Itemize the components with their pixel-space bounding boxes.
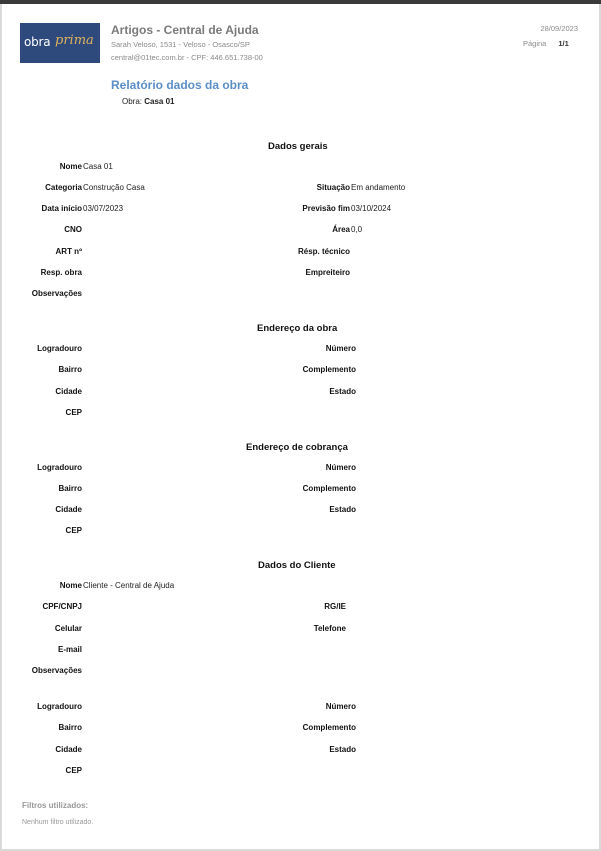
- empreiteiro-label: Empreiteiro: [305, 268, 350, 277]
- cno-label: CNO: [64, 225, 82, 234]
- company-contact: central@01tec.com.br - CPF: 446.651.738-00: [111, 53, 263, 62]
- cliente-cidade-label: Cidade: [55, 745, 82, 754]
- obra-cidade-label: Cidade: [55, 387, 82, 396]
- section-title-dados-cliente: Dados do Cliente: [258, 560, 336, 571]
- report-date: 28/09/2023: [540, 24, 578, 33]
- cliente-email-label: E-mail: [57, 645, 82, 654]
- cobranca-cep-label: CEP: [65, 526, 82, 535]
- section-title-endereco-obra: Endereço da obra: [257, 323, 338, 334]
- company-name: Artigos - Central de Ajuda: [111, 23, 259, 37]
- categoria-value: Construção Casa: [83, 183, 145, 192]
- data-inicio-label: Data início: [41, 204, 82, 213]
- cobranca-logradouro-label: Logradouro: [37, 463, 82, 472]
- cobranca-complemento-label: Complemento: [302, 484, 356, 493]
- cliente-cpf-label: CPF/CNPJ: [42, 602, 82, 611]
- obra-logradouro-label: Logradouro: [37, 344, 82, 353]
- cliente-logradouro-label: Logradouro: [37, 702, 82, 711]
- section-title-dados-gerais: Dados gerais: [268, 141, 328, 152]
- obra-complemento-label: Complemento: [302, 365, 356, 374]
- art-label: ART nº: [55, 247, 82, 256]
- cobranca-cidade-label: Cidade: [55, 505, 82, 514]
- nome-label: Nome: [59, 162, 82, 171]
- page-label: Página: [523, 39, 547, 48]
- obra-numero-label: Número: [325, 344, 356, 353]
- page-value: 1/1: [558, 39, 569, 48]
- obra-bairro-label: Bairro: [58, 365, 82, 374]
- cobranca-bairro-label: Bairro: [58, 484, 82, 493]
- cliente-rg-label: RG/IE: [324, 602, 346, 611]
- situacao-value: Em andamento: [351, 183, 406, 192]
- obra-line: [122, 97, 175, 106]
- obra-estado-label: Estado: [329, 387, 356, 396]
- logo-word-prima: prima: [55, 33, 94, 48]
- cliente-numero-label: Número: [325, 702, 356, 711]
- previsao-fim-label: Previsão fim: [302, 204, 350, 213]
- cliente-nome-value: Cliente - Central de Ajuda: [83, 581, 175, 590]
- nome-value: Casa 01: [83, 162, 113, 171]
- report-page: [2, 4, 599, 849]
- obra-cep-label: CEP: [65, 408, 82, 417]
- cobranca-estado-label: Estado: [329, 505, 356, 514]
- filters-none: Nenhum filtro utilizado.: [22, 819, 94, 826]
- data-inicio-value: 03/07/2023: [83, 204, 124, 213]
- cliente-telefone-label: Telefone: [313, 624, 346, 633]
- page-indicator: [523, 39, 569, 48]
- cliente-celular-label: Celular: [54, 624, 82, 633]
- section-title-endereco-cobranca: Endereço de cobrança: [246, 442, 348, 453]
- observacoes-label: Observações: [31, 289, 82, 298]
- obra-value: Casa 01: [144, 97, 175, 106]
- area-value: 0,0: [351, 225, 363, 234]
- cliente-observacoes-label: Observações: [31, 666, 82, 675]
- cliente-bairro-label: Bairro: [58, 723, 82, 732]
- logo-word-obra: obra: [24, 35, 51, 49]
- categoria-label: Categoria: [45, 183, 82, 192]
- cliente-cep-label: CEP: [65, 766, 82, 775]
- cliente-estado-label: Estado: [329, 745, 356, 754]
- situacao-label: Situação: [316, 183, 350, 192]
- previsao-fim-value: 03/10/2024: [351, 204, 392, 213]
- resp-obra-label: Resp. obra: [40, 268, 82, 277]
- report-title: Relatório dados da obra: [111, 78, 249, 92]
- company-address: Sarah Veloso, 1531 - Veloso - Osasco/SP: [111, 40, 250, 49]
- filters-title: Filtros utilizados:: [22, 801, 89, 810]
- cliente-complemento-label: Complemento: [302, 723, 356, 732]
- area-label: Área: [332, 225, 350, 234]
- cliente-nome-label: Nome: [59, 581, 82, 590]
- obra-label: Obra:: [122, 97, 143, 106]
- cobranca-numero-label: Número: [325, 463, 356, 472]
- company-logo: [20, 23, 100, 63]
- resp-tecnico-label: Résp. técnico: [297, 247, 350, 256]
